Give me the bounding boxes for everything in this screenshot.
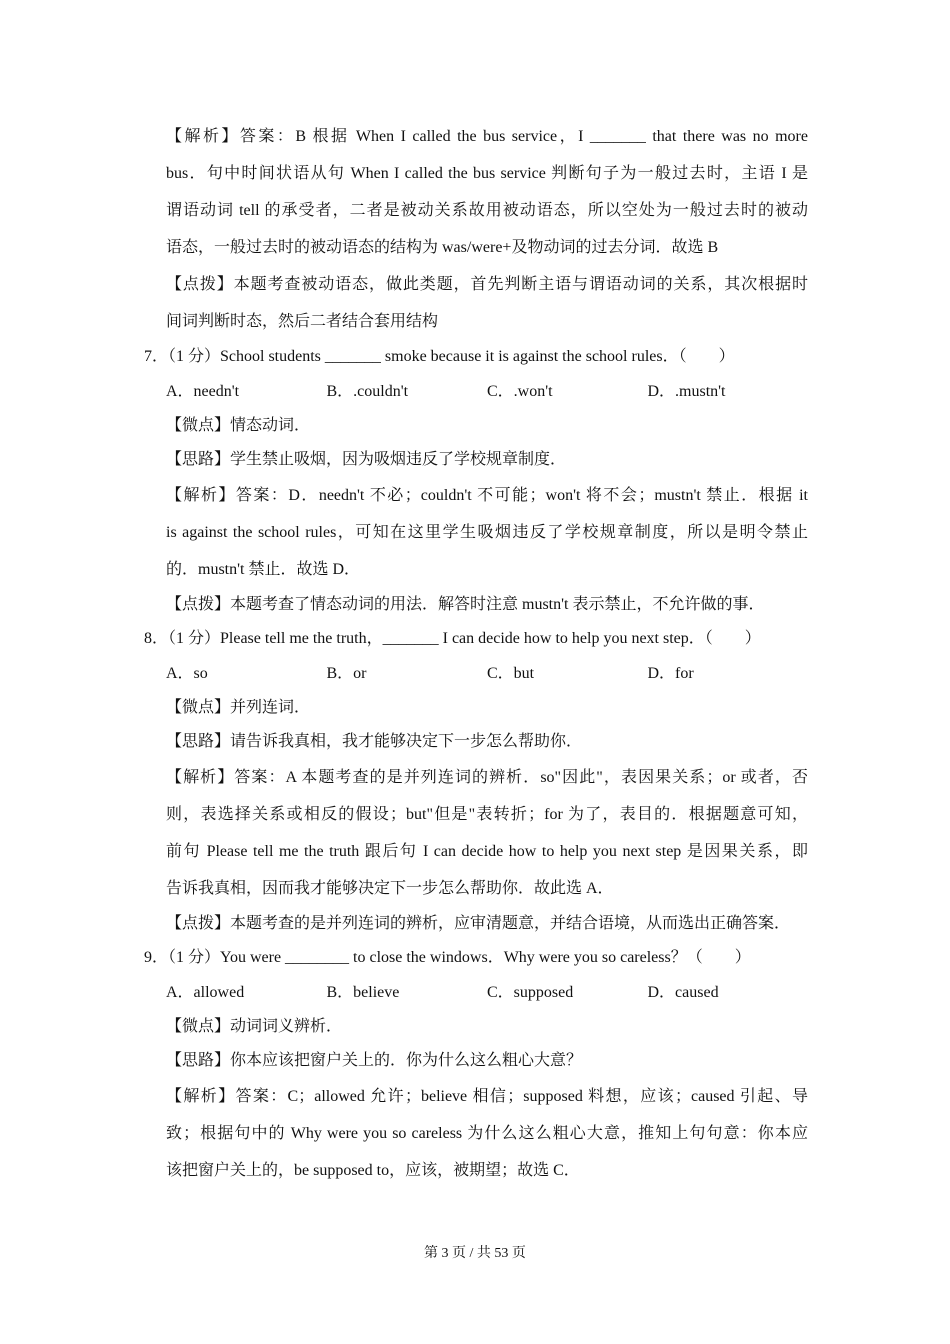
text-line: 谓语动词 tell 的承受者，二者是被动关系故用被动语态，所以空处为一般过去时的被动 bbox=[166, 202, 808, 219]
analysis-paragraph-q8 bbox=[144, 759, 808, 907]
option-a: A．allowed bbox=[166, 984, 245, 1001]
text-line: is against the school rules，可知在这里学生吸烟违反了学校规章制度，所以是明令禁止 bbox=[166, 524, 808, 541]
text-line: 【解析】答案：C；allowed 允许；believe 相信；supposed 料想，应该；caused 引起、导 bbox=[166, 1088, 808, 1105]
question-7: 7．（1 分）School students _______ smoke because it is against the school rules．（ ） bbox=[144, 348, 735, 365]
option-a: A．so bbox=[166, 665, 208, 682]
page-content bbox=[144, 118, 808, 1189]
text-line: bus．句中时间状语从句 When I called the bus service 判断句子为一般过去时，主语 I 是 bbox=[166, 165, 808, 182]
option-c: C．but bbox=[487, 665, 535, 682]
text-line: 该把窗户关上的，be supposed to，应该，被期望；故选 C． bbox=[166, 1162, 580, 1179]
option-c: C．.won't bbox=[487, 383, 553, 400]
text-line: 【微点】并列连词． bbox=[166, 699, 311, 716]
option-b: B．believe bbox=[326, 984, 400, 1001]
page-footer: 第 3 页 / 共 53 页 bbox=[424, 1246, 526, 1261]
analysis-paragraph-q7 bbox=[144, 477, 808, 588]
option-d: D．caused bbox=[647, 984, 719, 1001]
options-q9 bbox=[144, 975, 808, 1010]
text-line: 间词判断时态，然后二者结合套用结构 bbox=[166, 313, 439, 330]
option-d: D．.mustn't bbox=[647, 383, 726, 400]
tip-paragraph-q7 bbox=[144, 588, 808, 622]
text-line: 【思路】你本应该把窗户关上的．你为什么这么粗心大意？ bbox=[166, 1052, 583, 1069]
option-b: B．or bbox=[326, 665, 367, 682]
point-paragraph-q8 bbox=[144, 691, 808, 725]
option-c: C．supposed bbox=[487, 984, 574, 1001]
text-line: 语态，一般过去时的被动语态的结构为 was/were+及物动词的过去分词．故选 B bbox=[166, 239, 719, 256]
analysis-paragraph-q9 bbox=[144, 1078, 808, 1189]
text-line: 【点拨】本题考查了情态动词的用法．解答时注意 mustn't 表示禁止，不允许做的事． bbox=[166, 596, 765, 613]
text-line: 前句 Please tell me the truth 跟后句 I can decide how to help you next step 是因果关系，即 bbox=[166, 843, 808, 860]
point-paragraph-q7 bbox=[144, 409, 808, 443]
tip-paragraph-q8 bbox=[144, 907, 808, 941]
text-line: 的．mustn't 禁止．故选 D． bbox=[166, 561, 361, 578]
options-q7 bbox=[144, 374, 808, 409]
text-line: 【解析】答案：D．needn't 不必；couldn't 不可能；won't 将不会；mustn't 禁止．根据 it bbox=[166, 487, 808, 504]
text-line: 【思路】学生禁止吸烟，因为吸烟违反了学校规章制度． bbox=[166, 451, 567, 468]
option-d: D．for bbox=[647, 665, 694, 682]
options-q8 bbox=[144, 656, 808, 691]
text-line: 【微点】动词词义辨析． bbox=[166, 1018, 343, 1035]
idea-paragraph-q7 bbox=[144, 443, 808, 477]
idea-paragraph-q9 bbox=[144, 1044, 808, 1078]
text-line: 【解析】答案：B 根据 When I called the bus service，I _______ that there was no more bbox=[166, 128, 808, 145]
text-line: 【点拨】本题考查的是并列连词的辨析，应审清题意，并结合语境，从而选出正确答案． bbox=[166, 915, 791, 932]
text-line: 【微点】情态动词． bbox=[166, 417, 311, 434]
text-line: 【点拨】本题考查被动语态，做此类题，首先判断主语与谓语动词的关系，其次根据时 bbox=[166, 276, 808, 293]
point-paragraph-q9 bbox=[144, 1010, 808, 1044]
option-a: A．needn't bbox=[166, 383, 240, 400]
text-line: 致；根据句中的 Why were you so careless 为什么这么粗心大意，推知上句句意：你本应 bbox=[166, 1125, 808, 1142]
idea-paragraph-q8 bbox=[144, 725, 808, 759]
text-line: 【思路】请告诉我真相，我才能够决定下一步怎么帮助你． bbox=[166, 733, 583, 750]
option-b: B．.couldn't bbox=[326, 383, 409, 400]
analysis-paragraph-q6 bbox=[144, 118, 808, 266]
text-line: 告诉我真相，因而我才能够决定下一步怎么帮助你．故此选 A． bbox=[166, 880, 614, 897]
question-8: 8．（1 分）Please tell me the truth，_______ I can decide how to help you next step．（ ） bbox=[144, 630, 761, 647]
text-line: 【解析】答案：A 本题考查的是并列连词的辨析．so"因此"，表因果关系；or 或者，否 bbox=[166, 769, 808, 786]
text-line: 则，表选择关系或相反的假设；but"但是"表转折；for 为了，表目的．根据题意可知， bbox=[166, 806, 808, 823]
question-9: 9．（1 分）You were ________ to close the windows．Why were you so careless？（ ） bbox=[144, 949, 751, 966]
tip-paragraph-q6 bbox=[144, 266, 808, 340]
